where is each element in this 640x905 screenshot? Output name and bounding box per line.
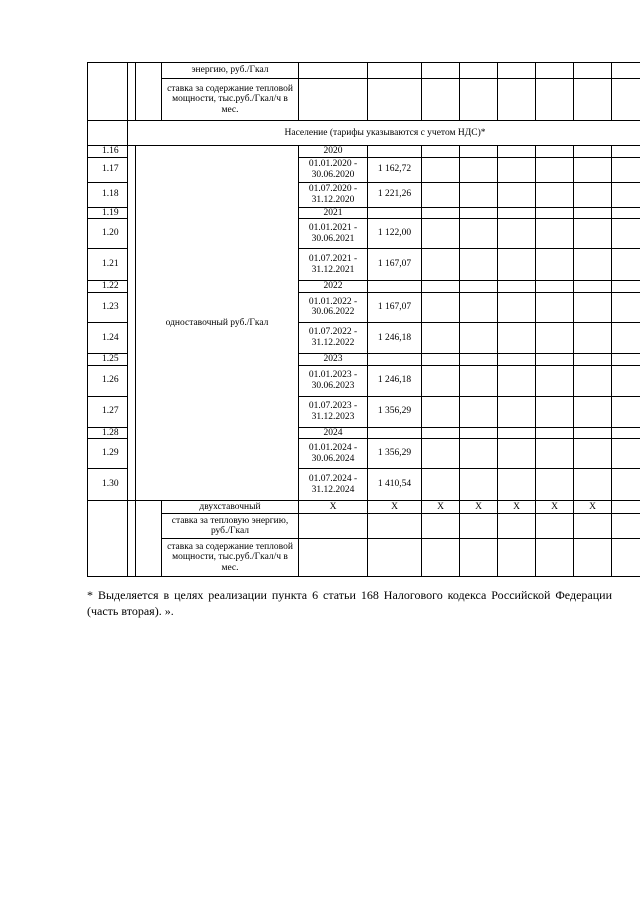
period-cell: 01.07.2024 - 31.12.2024 bbox=[299, 469, 368, 501]
cell-empty bbox=[498, 514, 536, 539]
cell-empty bbox=[460, 219, 498, 249]
row-number: 1.24 bbox=[88, 322, 128, 353]
cell-empty bbox=[612, 469, 640, 501]
table-row bbox=[88, 63, 640, 79]
cell-empty bbox=[612, 322, 640, 353]
cell-empty bbox=[536, 249, 574, 281]
cell-empty bbox=[299, 539, 368, 577]
cell-empty bbox=[136, 501, 162, 577]
period-cell: 01.01.2023 - 30.06.2023 bbox=[299, 365, 368, 396]
cell-empty bbox=[299, 514, 368, 539]
cell-empty bbox=[422, 539, 460, 577]
cell-empty bbox=[498, 182, 536, 207]
tariff-value: 1 356,29 bbox=[368, 439, 422, 469]
capacity-rate-label: ставка за содержание тепловой мощности, тыс.руб./Гкал/ч в мес. bbox=[162, 79, 299, 121]
period-cell: 01.07.2023 - 31.12.2023 bbox=[299, 396, 368, 427]
cell-empty bbox=[612, 207, 640, 219]
cell-empty bbox=[574, 249, 612, 281]
tariff-value: 1 122,00 bbox=[368, 219, 422, 249]
cell-empty bbox=[536, 539, 574, 577]
two-rate-label: двухставочный bbox=[162, 501, 299, 514]
cell-empty bbox=[612, 396, 640, 427]
cell-empty bbox=[574, 292, 612, 322]
cell-empty bbox=[498, 292, 536, 322]
cell-empty bbox=[612, 365, 640, 396]
population-header: Население (тарифы указываются с учетом НДС)* bbox=[128, 121, 640, 146]
cell-empty bbox=[460, 249, 498, 281]
cell-empty bbox=[498, 146, 536, 158]
row-number: 1.17 bbox=[88, 157, 128, 182]
tariff-value: 1 246,18 bbox=[368, 322, 422, 353]
cell-empty bbox=[612, 353, 640, 365]
cell-empty bbox=[422, 469, 460, 501]
cell-empty bbox=[536, 439, 574, 469]
cell-empty bbox=[536, 514, 574, 539]
row-number: 1.29 bbox=[88, 439, 128, 469]
cell-empty bbox=[460, 182, 498, 207]
cell-empty bbox=[422, 182, 460, 207]
cell-empty bbox=[612, 427, 640, 439]
cell-empty bbox=[574, 182, 612, 207]
cell-empty bbox=[88, 63, 128, 121]
period-cell: 01.01.2024 - 30.06.2024 bbox=[299, 439, 368, 469]
row-number: 1.27 bbox=[88, 396, 128, 427]
period-cell: 2020 bbox=[299, 146, 368, 158]
cell-empty bbox=[536, 469, 574, 501]
cell-empty bbox=[498, 469, 536, 501]
tariff-value bbox=[368, 146, 422, 158]
cell-empty bbox=[536, 207, 574, 219]
cell-empty bbox=[460, 281, 498, 293]
cell-empty bbox=[460, 396, 498, 427]
cell-empty bbox=[422, 396, 460, 427]
cell-empty bbox=[460, 514, 498, 539]
cell-empty bbox=[612, 219, 640, 249]
row-number: 1.23 bbox=[88, 292, 128, 322]
cell-empty bbox=[612, 146, 640, 158]
row-number: 1.16 bbox=[88, 146, 128, 158]
tariff-table bbox=[87, 62, 640, 577]
cell-empty bbox=[422, 292, 460, 322]
cell-empty bbox=[612, 157, 640, 182]
cell-empty bbox=[136, 63, 162, 121]
tariff-value bbox=[368, 281, 422, 293]
tariff-value bbox=[368, 207, 422, 219]
cell-empty bbox=[498, 157, 536, 182]
tariff-value: 1 410,54 bbox=[368, 469, 422, 501]
cell-empty bbox=[460, 157, 498, 182]
cell-empty bbox=[422, 365, 460, 396]
tariff-value: 1 221,26 bbox=[368, 182, 422, 207]
cell-empty bbox=[536, 322, 574, 353]
cell-empty bbox=[422, 353, 460, 365]
cell-empty bbox=[536, 353, 574, 365]
cell-empty bbox=[574, 439, 612, 469]
cell-empty bbox=[88, 121, 128, 146]
cell-empty bbox=[498, 365, 536, 396]
cell-empty bbox=[498, 249, 536, 281]
period-cell: 01.01.2020 - 30.06.2020 bbox=[299, 157, 368, 182]
x-mark: X bbox=[368, 501, 422, 514]
period-cell: 01.07.2022 - 31.12.2022 bbox=[299, 322, 368, 353]
period-cell: 2021 bbox=[299, 207, 368, 219]
period-cell: 2023 bbox=[299, 353, 368, 365]
cell-empty bbox=[498, 539, 536, 577]
cell-empty bbox=[498, 427, 536, 439]
cell-empty bbox=[460, 427, 498, 439]
table-row bbox=[88, 539, 640, 577]
cell-empty bbox=[460, 322, 498, 353]
tariff-value: 1 356,29 bbox=[368, 396, 422, 427]
cell-empty bbox=[128, 146, 136, 501]
cell-empty bbox=[612, 501, 640, 514]
period-cell: 2024 bbox=[299, 427, 368, 439]
cell-empty bbox=[612, 439, 640, 469]
table-row bbox=[88, 514, 640, 539]
cell-empty bbox=[422, 427, 460, 439]
cell-empty bbox=[460, 146, 498, 158]
cell-empty bbox=[460, 365, 498, 396]
cell-empty bbox=[460, 469, 498, 501]
row-number: 1.22 bbox=[88, 281, 128, 293]
cell-empty bbox=[498, 207, 536, 219]
cell-empty bbox=[498, 281, 536, 293]
cell-empty bbox=[498, 219, 536, 249]
cell-empty bbox=[574, 157, 612, 182]
cell-empty bbox=[612, 539, 640, 577]
cell-empty bbox=[422, 249, 460, 281]
cell-empty bbox=[612, 249, 640, 281]
tariff-value: 1 167,07 bbox=[368, 249, 422, 281]
cell-empty bbox=[574, 365, 612, 396]
x-mark: X bbox=[422, 501, 460, 514]
tariff-value: 1 167,07 bbox=[368, 292, 422, 322]
cell-empty bbox=[498, 439, 536, 469]
cell-empty bbox=[612, 182, 640, 207]
tariff-value bbox=[368, 353, 422, 365]
cell-empty bbox=[574, 219, 612, 249]
x-mark: X bbox=[498, 501, 536, 514]
cell-empty bbox=[574, 207, 612, 219]
cell-empty bbox=[422, 207, 460, 219]
cell-empty bbox=[422, 281, 460, 293]
cell-empty bbox=[128, 501, 136, 577]
cell-empty bbox=[574, 427, 612, 439]
cell-empty bbox=[612, 292, 640, 322]
cell-empty bbox=[460, 539, 498, 577]
footnote: * Выделяется в целях реализации пункта 6 статьи 168 Налогового кодекса Российской Федерации (часть вторая). ». bbox=[87, 588, 612, 618]
one-rate-label: одноставочный руб./Гкал bbox=[136, 146, 299, 501]
cell-empty bbox=[368, 514, 422, 539]
row-number: 1.28 bbox=[88, 427, 128, 439]
period-cell: 01.07.2021 - 31.12.2021 bbox=[299, 249, 368, 281]
table-row bbox=[88, 79, 640, 121]
cell-empty bbox=[422, 157, 460, 182]
energy-rate-label: энергию, руб./Гкал bbox=[162, 63, 299, 79]
cell-empty bbox=[574, 396, 612, 427]
row-number: 1.21 bbox=[88, 249, 128, 281]
cell-empty bbox=[422, 146, 460, 158]
table-row bbox=[88, 501, 640, 514]
cell-empty bbox=[422, 322, 460, 353]
cell-empty bbox=[536, 427, 574, 439]
cell-empty bbox=[88, 501, 128, 577]
cell-empty bbox=[498, 396, 536, 427]
cell-empty bbox=[422, 439, 460, 469]
cell-empty bbox=[574, 146, 612, 158]
table-row bbox=[88, 146, 640, 158]
cell-empty bbox=[498, 322, 536, 353]
cell-empty bbox=[368, 539, 422, 577]
cell-empty bbox=[536, 182, 574, 207]
cell-empty bbox=[460, 292, 498, 322]
cell-empty bbox=[536, 396, 574, 427]
capacity-rate-label: ставка за содержание тепловой мощности, тыс.руб./Гкал/ч в мес. bbox=[162, 539, 299, 577]
row-number: 1.19 bbox=[88, 207, 128, 219]
row-number: 1.18 bbox=[88, 182, 128, 207]
row-number: 1.20 bbox=[88, 219, 128, 249]
cell-empty bbox=[536, 157, 574, 182]
cell-empty bbox=[612, 281, 640, 293]
x-mark: X bbox=[299, 501, 368, 514]
cell-empty bbox=[574, 281, 612, 293]
cell-empty bbox=[498, 353, 536, 365]
cell-empty bbox=[574, 539, 612, 577]
period-cell: 01.07.2020 - 31.12.2020 bbox=[299, 182, 368, 207]
cell-empty bbox=[460, 207, 498, 219]
cell-empty bbox=[536, 281, 574, 293]
x-mark: X bbox=[574, 501, 612, 514]
cell-empty bbox=[128, 63, 136, 121]
x-mark: X bbox=[536, 501, 574, 514]
cell-empty bbox=[574, 322, 612, 353]
tariff-value: 1 246,18 bbox=[368, 365, 422, 396]
row-number: 1.30 bbox=[88, 469, 128, 501]
cell-empty bbox=[460, 353, 498, 365]
tariff-value: 1 162,72 bbox=[368, 157, 422, 182]
row-number: 1.25 bbox=[88, 353, 128, 365]
cell-empty bbox=[574, 469, 612, 501]
cell-empty bbox=[536, 365, 574, 396]
cell-empty bbox=[536, 146, 574, 158]
table-row bbox=[88, 121, 640, 146]
period-cell: 01.01.2022 - 30.06.2022 bbox=[299, 292, 368, 322]
period-cell: 2022 bbox=[299, 281, 368, 293]
cell-empty bbox=[422, 514, 460, 539]
cell-empty bbox=[536, 219, 574, 249]
period-cell: 01.01.2021 - 30.06.2021 bbox=[299, 219, 368, 249]
tariff-value bbox=[368, 427, 422, 439]
cell-empty bbox=[574, 514, 612, 539]
cell-empty bbox=[422, 219, 460, 249]
energy-rate-label: ставка за тепловую энергию, руб./Гкал bbox=[162, 514, 299, 539]
cell-empty bbox=[574, 353, 612, 365]
row-number: 1.26 bbox=[88, 365, 128, 396]
cell-empty bbox=[612, 514, 640, 539]
x-mark: X bbox=[460, 501, 498, 514]
cell-empty bbox=[536, 292, 574, 322]
cell-empty bbox=[460, 439, 498, 469]
